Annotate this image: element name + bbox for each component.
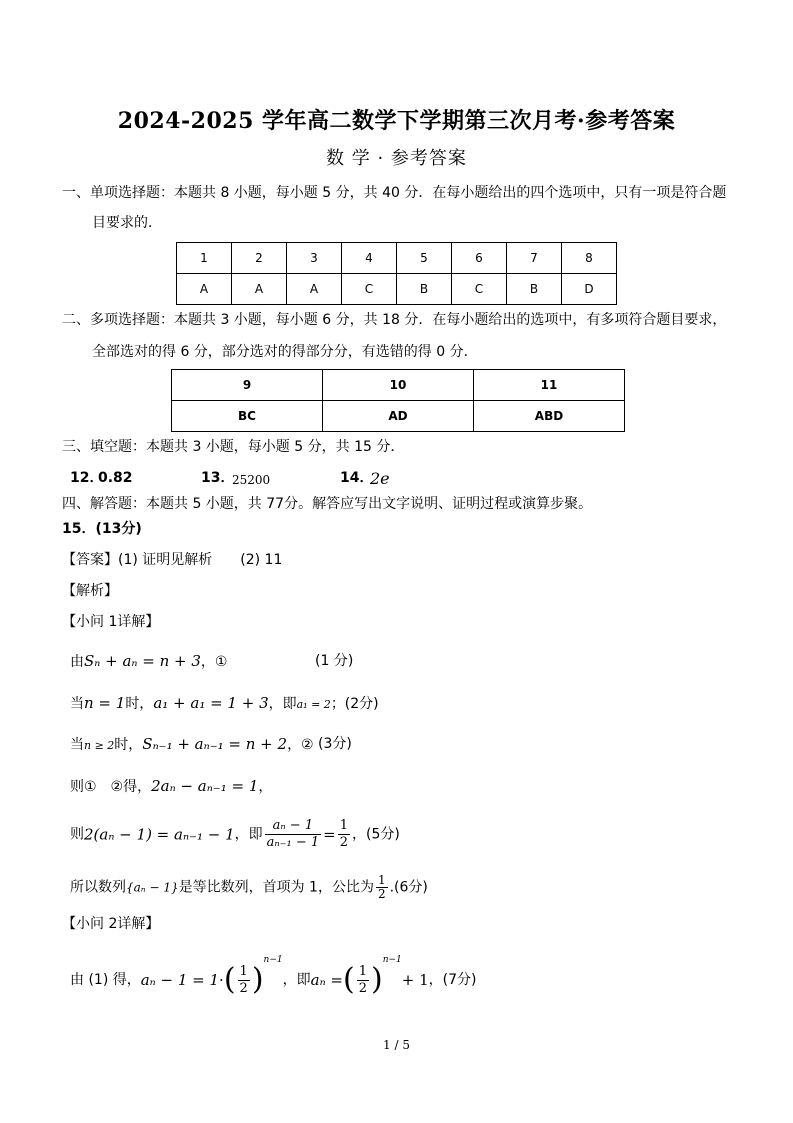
- numerator: 1: [239, 963, 248, 979]
- equation: aₙ =: [310, 971, 343, 989]
- solution-step-5: [70, 818, 400, 851]
- q15-heading: 15．(13分): [62, 521, 142, 537]
- denominator: 2: [377, 887, 386, 901]
- fraction: [357, 964, 369, 997]
- table-cell: B: [397, 274, 452, 305]
- table-cell: 8: [562, 243, 617, 274]
- step-text: ，即: [282, 972, 311, 988]
- step-text: 当: [70, 696, 84, 712]
- single-choice-answer-table: [176, 242, 617, 305]
- answer-label: 【答案】: [62, 552, 118, 568]
- equation: Sₙ + aₙ = n + 3: [84, 652, 201, 670]
- section1-instructions-line1: 一、单项选择题：本题共 8 小题，每小题 5 分，共 40 分．在每小题给出的四个选项中，只有一项是符合题: [62, 185, 727, 201]
- table-cell: 11: [474, 370, 625, 401]
- step-text: 则: [70, 826, 84, 843]
- step-text: ，②: [287, 737, 314, 753]
- equation: a₁ = 2: [296, 698, 331, 711]
- left-paren: (: [342, 962, 355, 997]
- exponent: n−1: [263, 955, 283, 965]
- table-cell: A: [232, 274, 287, 305]
- denominator: aₙ₋₁ − 1: [266, 835, 320, 850]
- exponent: n−1: [382, 955, 402, 965]
- step-text: ，: [258, 779, 273, 795]
- fraction: [338, 818, 350, 851]
- score-note: (3分): [318, 736, 352, 752]
- equation: 2aₙ − aₙ₋₁ = 1: [151, 777, 259, 795]
- numerator: 1: [377, 873, 386, 887]
- q12-label: 12．: [70, 470, 104, 486]
- table-cell: 9: [172, 370, 323, 401]
- score-note: (1 分): [315, 653, 354, 669]
- page-title: 2024-2025 学年高二数学下学期第三次月考·参考答案: [117, 108, 676, 134]
- score-note: ；(2分): [330, 696, 379, 712]
- step-text: 由: [70, 654, 84, 670]
- equation: a₁ + a₁ = 1 + 3: [153, 694, 269, 712]
- part2-heading: 【小问 2详解】: [62, 916, 160, 932]
- score-note: ，(5分): [352, 826, 400, 843]
- table-cell: D: [562, 274, 617, 305]
- table-cell: 5: [397, 243, 452, 274]
- step-text: 则① ②得，: [70, 779, 152, 795]
- q13-answer: 25200: [232, 473, 271, 487]
- table-cell: 1: [177, 243, 232, 274]
- table-cell: 2: [232, 243, 287, 274]
- equation: + 1: [401, 971, 429, 989]
- table-cell: 7: [507, 243, 562, 274]
- numerator: aₙ − 1: [265, 818, 322, 835]
- table-cell: BC: [172, 401, 323, 432]
- step-text: 当: [70, 737, 84, 753]
- q14-answer: 2e: [370, 469, 390, 488]
- right-paren: ): [370, 962, 383, 997]
- equation: Sₙ₋₁ + aₙ₋₁ = n + 2: [142, 735, 288, 753]
- fraction: [376, 874, 388, 901]
- numerator: 1: [358, 963, 367, 979]
- table-cell: 6: [452, 243, 507, 274]
- solution-step-7: [70, 950, 477, 997]
- denominator: 2: [358, 980, 367, 996]
- left-paren: (: [223, 962, 236, 997]
- condition: n = 1: [84, 694, 126, 712]
- solution-step-3: [70, 734, 314, 756]
- fraction: [238, 964, 250, 997]
- section2-instructions-line1: 二、多项选择题：本题共 3 小题，每小题 6 分，共 18 分．在每小题给出的选项中，有多项符合题目要求，: [62, 312, 727, 328]
- solution-step-6: [70, 874, 428, 901]
- step-text: ，即: [268, 696, 297, 712]
- step-text: ，即: [234, 826, 263, 843]
- table-cell: B: [507, 274, 562, 305]
- step-text: 时，: [114, 737, 143, 753]
- table-answer-row: [172, 401, 625, 432]
- step-text: 由 (1) 得，: [70, 972, 141, 988]
- denominator: 2: [339, 835, 349, 850]
- table-cell: AD: [323, 401, 474, 432]
- step-text: 所以数列: [70, 879, 126, 896]
- table-cell: ABD: [474, 401, 625, 432]
- table-cell: 3: [287, 243, 342, 274]
- q13-label: 13．: [201, 470, 235, 486]
- table-cell: C: [452, 274, 507, 305]
- section3-instructions: 三、填空题：本题共 3 小题，每小题 5 分，共 15 分．: [62, 439, 405, 455]
- right-paren: ): [251, 962, 264, 997]
- answer-line: [62, 550, 282, 570]
- table-answer-row: [177, 274, 617, 305]
- section4-instructions: 四、解答题：本题共 5 小题，共 77分。解答应写出文字说明、证明过程或演算步聚。: [62, 496, 593, 512]
- condition: n ≥ 2: [84, 739, 115, 752]
- part1-heading: 【小问 1详解】: [62, 614, 160, 630]
- section2-instructions-line2: 全部选对的得 6 分，部分选对的得部分分，有选错的得 0 分．: [92, 344, 478, 360]
- fraction: [265, 818, 322, 851]
- step-text: ，①: [200, 654, 228, 670]
- score-note: ，(7分): [428, 972, 477, 988]
- solution-step-2: [70, 693, 379, 715]
- sequence: {aₙ − 1}: [126, 880, 179, 895]
- page-subtitle: 数 学 · 参考答案: [326, 148, 467, 169]
- table-cell: 10: [323, 370, 474, 401]
- solution-step-1: [70, 651, 227, 672]
- table-cell: A: [177, 274, 232, 305]
- table-header-row: [172, 370, 625, 401]
- solution-step-4: [70, 776, 272, 797]
- step-text: 时，: [125, 696, 154, 712]
- table-cell: A: [287, 274, 342, 305]
- equation: 2(aₙ − 1) = aₙ₋₁ − 1: [84, 825, 235, 844]
- table-cell: C: [342, 274, 397, 305]
- multi-choice-answer-table: [171, 369, 625, 432]
- analysis-label: 【解析】: [62, 583, 118, 599]
- section1-instructions-line2: 目要求的．: [92, 215, 162, 231]
- table-cell: 4: [342, 243, 397, 274]
- q12-answer: 0.82: [98, 470, 133, 486]
- denominator: 2: [239, 980, 248, 996]
- equation: aₙ − 1 = 1·: [140, 971, 224, 989]
- numerator: 1: [339, 818, 349, 833]
- page-number: 1 / 5: [383, 1038, 410, 1052]
- table-header-row: [177, 243, 617, 274]
- score-note: .(6分): [389, 879, 428, 896]
- answer-text: (1) 证明见解析 (2) 11: [118, 552, 283, 568]
- equals-sign: =: [323, 825, 336, 844]
- step-text: 是等比数列，首项为 1，公比为: [178, 879, 374, 896]
- q14-label: 14．: [340, 470, 374, 486]
